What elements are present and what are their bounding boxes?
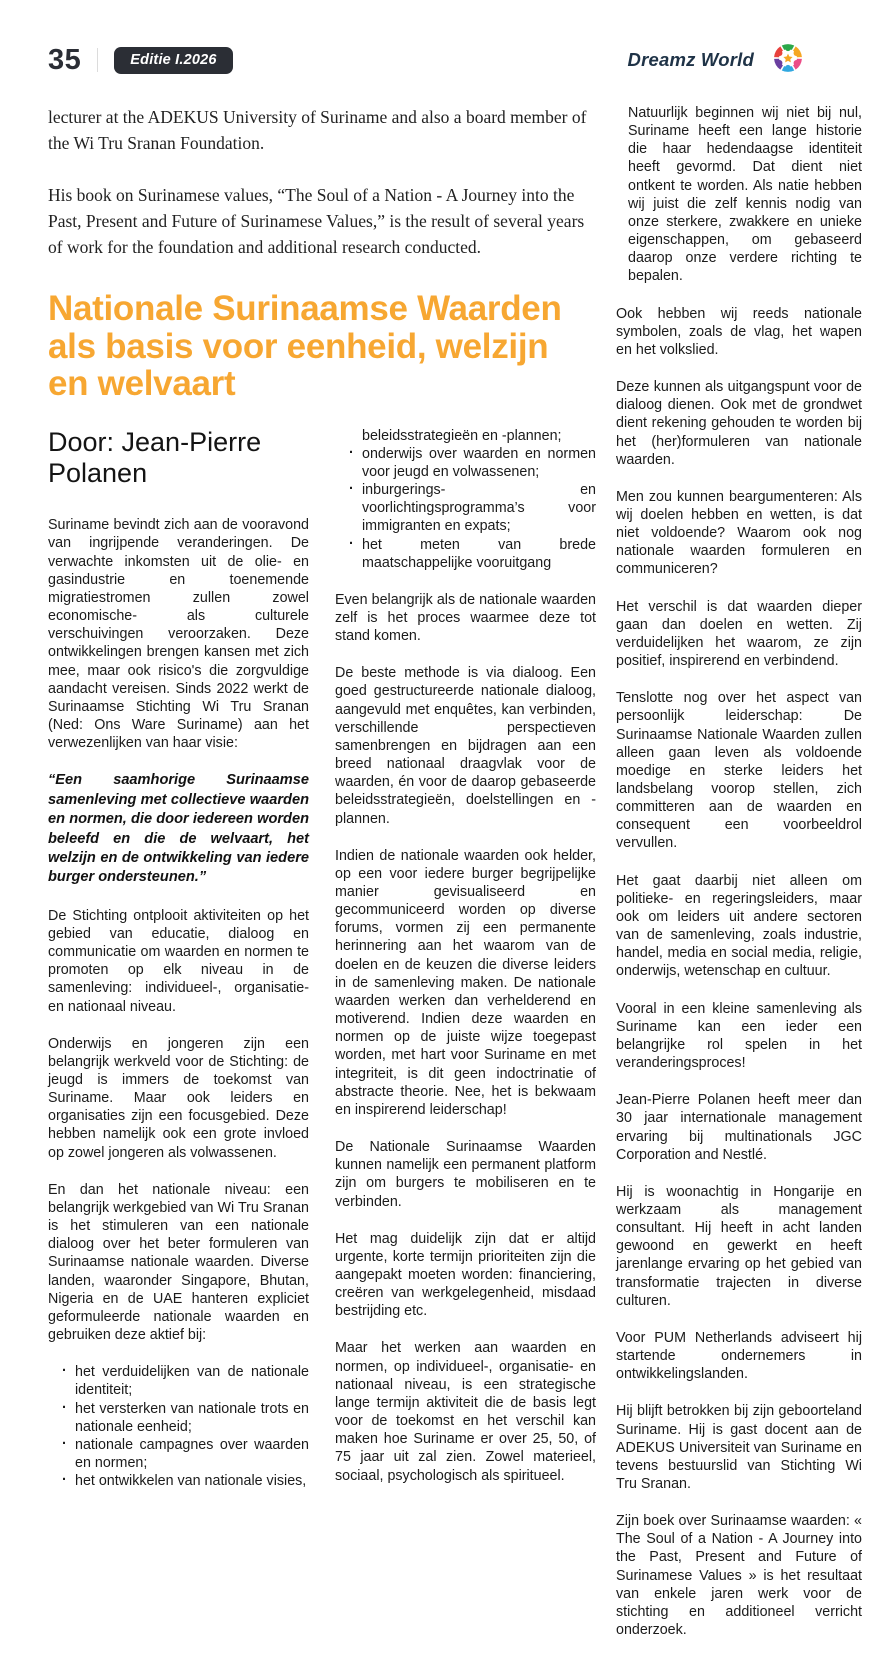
bullet-item: · inburgerings- en voorlichtingsprogramma’s voor immigranten en expats; [347,481,596,535]
article-paragraph: Hij blijft betrokken bij zijn geboorteland Suriname. Hij is gast docent aan de ADEKUS Universiteit van Suriname en tevens bestuurslid van Stichting Wi Tru Sranan. [616,1403,862,1492]
article-byline: Door: Jean-Pierre Polanen [48,426,262,489]
bullet-item: · het versterken van nationale trots en nationale eenheid; [60,1400,309,1436]
page-header [48,40,862,80]
bullet-list [335,427,596,572]
article-left-block [48,104,596,1658]
article-paragraph: Even belangrijk als de nationale waarden zelf is het proces waarmee deze tot stand komen. [335,591,596,645]
bullet-item: · het verduidelijken van de nationale identiteit; [60,1363,309,1399]
intro-section [48,104,596,260]
article-paragraph: Vooral in een kleine samenleving als Suriname kan een ieder een belangrijke rol spelen in het veranderingsproces! [616,1000,862,1072]
article-paragraph: Natuurlijk beginnen wij niet bij nul, Suriname heeft een lange historie die haar hedendaagse identiteit heeft gevormd. Dat dient niet ontkent te worden. Als natie hebben wij juist die zelf kennis nodig van onze sterkere, zwakkere en unieke eigenschappen, om gebaseerd daarop onze verdere richting te bepalen. [628,105,862,285]
header-divider [97,48,98,72]
article-paragraph: Het mag duidelijk zijn dat er altijd urgente, korte termijn prioriteiten zijn die aangepakt moeten worden: financiering, creëren van werkgelegenheid, misdaad bestrijding etc. [335,1230,596,1320]
bullet-item: · onderwijs over waarden en normen voor jeugd en volwassenen; [347,445,596,481]
brand-block [628,36,810,85]
column-3-body [616,104,862,1639]
article-paragraph: Hij is woonachtig in Hongarije en werkzaam als management consultant. Hij heeft in acht landen gewoond en gewerkt en heeft jarenlange ervaring op het gebied van transformatie trajecten in diverse culturen. [616,1183,862,1309]
article-paragraph: De beste methode is via dialoog. Een goed gestructureerde nationale dialoog, aangevuld met enquêtes, kan verbinden, verschillende perspectieven samenbrengen en bijdragen aan een breed nationaal draagvlak voor de waarden, én voor de daarop gebaseerde beleidsstrategieën, doelstellingen en -plannen. [335,665,596,827]
edition-badge: Editie I.2026 [114,47,232,74]
article-paragraph: Suriname bevindt zich aan de vooravond van ingrijpende veranderingen. De verwachte inkomsten uit de olie- en gasindustrie en toenemende migratiestromen zullen zowel economische- als culturele verschuivingen veroorzaken. Deze ontwikkelingen brengen kansen met zich mee, maar ook risico's die zorgvuldige aandacht vereisen. Sinds 2022 werkt de Surinaamse Stichting Wi Tru Sranan (Ned: Ons Ware Suriname) aan het verwezenlijken van haar visie: [48,517,309,752]
article-paragraph: Indien de nationale waarden ook helder, op een voor iedere burger begrijpelijke manier gevisualiseerd en gecommuniceerd worden op diverse forums, vormen zij een permanente herinnering aan het waarom van de doelen en de keuzen die diverse leiders in de samenleving maken. De nationale waarden werken dan verhelderend en motiverend. Indien deze waarden en normen op de juiste wijze toegepast worden, met hart voor Suriname en met integriteit, is dit geen indoctrinatie of abstracte theorie. Nee, het is bekwaam en inspirerend leiderschap! [335,847,596,1118]
intro-paragraph: His book on Surinamese values, “The Soul of a Nation - A Journey into the Past, Present and Future of Surinamese Values,” is the result of several years of work for the foundation and additional research conducted. [48,184,585,257]
vision-quote: “Een saamhorige Surinaamse samenleving met collectieve waarden en normen, die door iedereen worden beleefd en die de welvaart, het welzijn en de ontwikkeling van iedere burger ondersteunen.” [48,772,309,886]
page-content [48,104,862,1658]
article-paragraph: De Stichting ontplooit aktiviteiten op het gebied van educatie, dialoog en communicatie om waarden en normen te promoten op elk niveau in de samenleving: individueel-, organisatie- en nationaal niveau. [48,907,309,1015]
article-paragraph: Jean-Pierre Polanen heeft meer dan 30 jaar internationale management ervaring bij multinationals JGC Corporation and Nestlé. [616,1092,862,1163]
article-columns [48,427,596,1510]
article-paragraph: Maar het werken aan waarden en normen, op individueel-, organisatie- en nationaal niveau, is een strategische lange termijn aktiviteit die de basis legt voor de toekomst en het verschil kan maken hoe Suriname er over 25, 50, of 75 jaar uit zal zien. Zowel materieel, sociaal, psychologisch als spiritueel. [335,1340,596,1484]
article-paragraph: Deze kunnen als uitgangspunt voor de dialoog dienen. Ook met de grondwet dient rekening gehouden te worden bij het (her)formuleren van nationale waarden. [616,379,862,468]
column-2-body [335,427,596,1485]
article-paragraph: De Nationale Surinaamse Waarden kunnen namelijk een permanent platform zijn om burgers te mobiliseren en te verbinden. [335,1139,596,1210]
bullet-item: · het meten van brede maatschappelijke vooruitgang [347,536,596,572]
article-paragraph: Onderwijs en jongeren zijn een belangrijk werkveld voor de Stichting: de jeugd is immers de toekomst van Suriname. Maar ook leiders en organisaties zijn een focusgebied. Deze hebben namelijk ook een grote invloed op zowel jongeren als volwassenen. [48,1035,309,1161]
article-title: Nationale Surinaamse Waarden als basis voor eenheid, welzijn en welvaart [48,289,562,404]
dreamz-logo-icon [766,36,810,85]
article-paragraph: Het gaat daarbij niet alleen om politieke- en regeringsleiders, maar ook om leiders uit andere sectoren van de samenleving, zoals industrie, handel, media en social media, religie, onderwijs, wetenschap en cultuur. [616,872,862,980]
article-paragraph: Men zou kunnen beargumenteren: Als wij doelen hebben en wetten, is dat niet voldoende? Waarom ook nog nationale waarden formuleren en communiceren? [616,488,862,578]
bullet-continuation: beleidsstrategieën en -plannen; [362,427,562,444]
article-paragraph: Voor PUM Netherlands adviseert hij startende ondernemers in ontwikkelingslanden. [616,1329,862,1383]
article-column-1 [48,427,309,1510]
article-paragraph: Het verschil is dat waarden dieper gaan dan doelen en wetten. Zij verduidelijken het waarom, ze zijn positief, inspirerend en verbindend. [616,598,862,670]
bullet-item: · het ontwikkelen van nationale visies, [60,1472,309,1490]
article-column-2 [335,427,596,1510]
page-number: 35 [48,43,82,76]
article-paragraph: En dan het nationale niveau: een belangrijk werkgebied van Wi Tru Sranan is het stimuleren van een nationale dialoog over het beter formuleren van Surinaamse nationale waarden. Diverse landen, waaronder Singapore, Bhutan, Nigeria en de UAE hanteren expliciet geformuleerde nationale waarden en gebruiken deze aktief bij: [48,1181,309,1344]
bullet-list [48,1363,309,1490]
article-paragraph: Tenslotte nog over het aspect van persoonlijk leiderschap: De Surinaamse Nationale Waarden zullen alleen gaan leven als voldoende moedige en sterke leiders het landsbelang voorop stellen, zich committeren aan de waarden en consequent een voorbeeldrol vervullen. [616,690,862,852]
column-1-body [48,516,309,1490]
article-paragraph: Zijn boek over Surinaamse waarden: « The Soul of a Nation - A Journey into the Past, Present and Future of Surinamese Values » is het resultaat van enkele jaren werk voor de stichting en additioneel verricht onderzoek. [616,1513,862,1639]
bullet-item: · nationale campagnes over waarden en normen; [60,1436,309,1472]
article-column-3 [616,104,862,1658]
intro-paragraph: lecturer at the ADEKUS University of Suriname and also a board member of the Wi Tru Sranan Foundation. [48,107,587,154]
brand-name: Dreamz World [627,49,754,70]
article-paragraph: Ook hebben wij reeds nationale symbolen, zoals de vlag, het wapen en het volkslied. [616,305,862,358]
